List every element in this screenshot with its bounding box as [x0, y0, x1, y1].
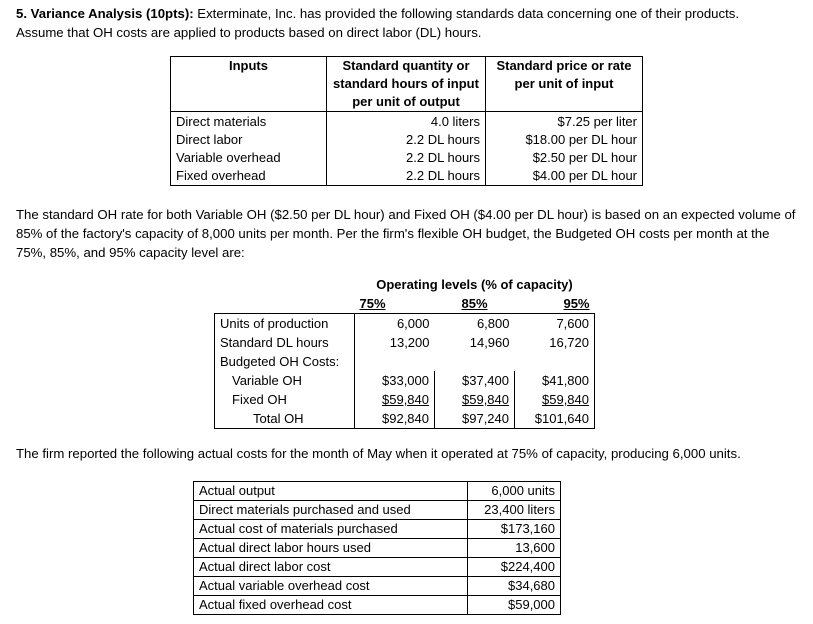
row-label: Total OH: [215, 409, 355, 429]
problem-heading: 5. Variance Analysis (10pts):: [16, 6, 194, 21]
header-qty-line2: standard hours of input: [333, 76, 479, 91]
level-label: 85%: [435, 294, 515, 314]
actual-value: 23,400 liters: [468, 501, 561, 520]
header-inputs: Inputs: [171, 57, 327, 112]
input-price: $4.00 per DL hour: [486, 167, 643, 186]
cell-value: $59,840: [515, 390, 595, 409]
table-row: [171, 149, 643, 167]
header-price-line2: per unit of input: [514, 76, 614, 91]
header-standard-quantity: [327, 57, 486, 112]
input-price: $2.50 per DL hour: [486, 149, 643, 167]
cell-value: $59,840: [355, 390, 435, 409]
actual-value: 6,000 units: [468, 482, 561, 501]
header-qty-line3: per unit of output: [352, 94, 460, 109]
operating-levels-title: Operating levels (% of capacity): [376, 277, 573, 292]
cell-value: 13,200: [355, 333, 435, 352]
row-label: Variable OH: [215, 371, 355, 390]
actual-value: $59,000: [468, 596, 561, 615]
cell-value: $101,640: [515, 409, 595, 429]
budget-title-row: [215, 275, 595, 294]
level-label: 95%: [515, 294, 595, 314]
table-row: [215, 371, 595, 390]
table-row: [215, 314, 595, 334]
input-qty: 2.2 DL hours: [327, 167, 486, 186]
actual-value: $173,160: [468, 520, 561, 539]
table-row: [194, 539, 561, 558]
problem-intro: [16, 4, 739, 42]
table-row: [194, 501, 561, 520]
cell-value: 16,720: [515, 333, 595, 352]
actual-label: Actual direct labor hours used: [194, 539, 468, 558]
cell-value: 7,600: [515, 314, 595, 334]
intro-line-1: Exterminate, Inc. has provided the following standards data concerning one of their products.: [193, 6, 740, 21]
table-row: [215, 390, 595, 409]
oh-line-1: The standard OH rate for both Variable OH ($2.50 per DL hour) and Fixed OH ($4.00 per DL hour) is based on an expected volume of: [16, 207, 796, 222]
actual-value: 13,600: [468, 539, 561, 558]
input-name: Fixed overhead: [171, 167, 327, 186]
actual-label: Direct materials purchased and used: [194, 501, 468, 520]
input-name: Variable overhead: [171, 149, 327, 167]
table-row: [215, 409, 595, 429]
input-name: Direct materials: [171, 112, 327, 132]
input-qty: 4.0 liters: [327, 112, 486, 132]
flexible-budget-table: [214, 275, 595, 429]
input-qty: 2.2 DL hours: [327, 131, 486, 149]
input-price: $7.25 per liter: [486, 112, 643, 132]
row-label: Fixed OH: [215, 390, 355, 409]
actual-label: Actual direct labor cost: [194, 558, 468, 577]
oh-rate-paragraph: [16, 205, 795, 262]
header-standard-price: [486, 57, 643, 112]
table-row: [171, 131, 643, 149]
table-row: [171, 167, 643, 186]
actual-costs-table: [193, 481, 561, 615]
cell-value: $41,800: [515, 371, 595, 390]
header-qty-line1: Standard quantity or: [342, 58, 470, 73]
input-name: Direct labor: [171, 131, 327, 149]
intro-line-2: Assume that OH costs are applied to products based on direct labor (DL) hours.: [16, 25, 482, 40]
cell-value: $92,840: [355, 409, 435, 429]
cell-value: $33,000: [355, 371, 435, 390]
oh-line-2: 85% of the factory's capacity of 8,000 units per month. Per the firm's flexible OH budget, the Budgeted OH costs per month at the: [16, 226, 770, 241]
cell-value: 14,960: [469, 335, 510, 350]
cell-value: 6,000: [355, 314, 435, 334]
header-price-line1: Standard price or rate: [496, 58, 632, 73]
row-label: Units of production: [215, 314, 355, 334]
row-label: Budgeted OH Costs:: [215, 352, 355, 371]
table-row: [194, 520, 561, 539]
cell-value: $59,840: [435, 390, 515, 409]
actual-label: Actual variable overhead cost: [194, 577, 468, 596]
table-row: [194, 577, 561, 596]
table-row: [215, 333, 595, 352]
actual-costs-paragraph: The firm reported the following actual costs for the month of May when it operated at 75% of capacity, producing 6,000 units.: [16, 446, 741, 461]
budget-levels-row: [215, 294, 595, 314]
cell-value: 6,800: [476, 316, 510, 331]
actual-label: Actual cost of materials purchased: [194, 520, 468, 539]
level-label: 75%: [355, 294, 435, 314]
table-row: [194, 558, 561, 577]
standards-header-row: [171, 57, 643, 112]
standards-table: [170, 56, 643, 186]
actual-value: $224,400: [468, 558, 561, 577]
table-row: [171, 112, 643, 132]
oh-line-3: 75%, 85%, and 95% capacity level are:: [16, 245, 245, 260]
table-row: [194, 482, 561, 501]
actual-label: Actual output: [194, 482, 468, 501]
input-price: $18.00 per DL hour: [486, 131, 643, 149]
cell-value: $37,400: [435, 371, 515, 390]
row-label: Standard DL hours: [215, 333, 355, 352]
actual-value: $34,680: [468, 577, 561, 596]
actual-label: Actual fixed overhead cost: [194, 596, 468, 615]
table-row: [194, 596, 561, 615]
table-row: [215, 352, 595, 371]
input-qty: 2.2 DL hours: [327, 149, 486, 167]
cell-value: $97,240: [435, 409, 515, 429]
